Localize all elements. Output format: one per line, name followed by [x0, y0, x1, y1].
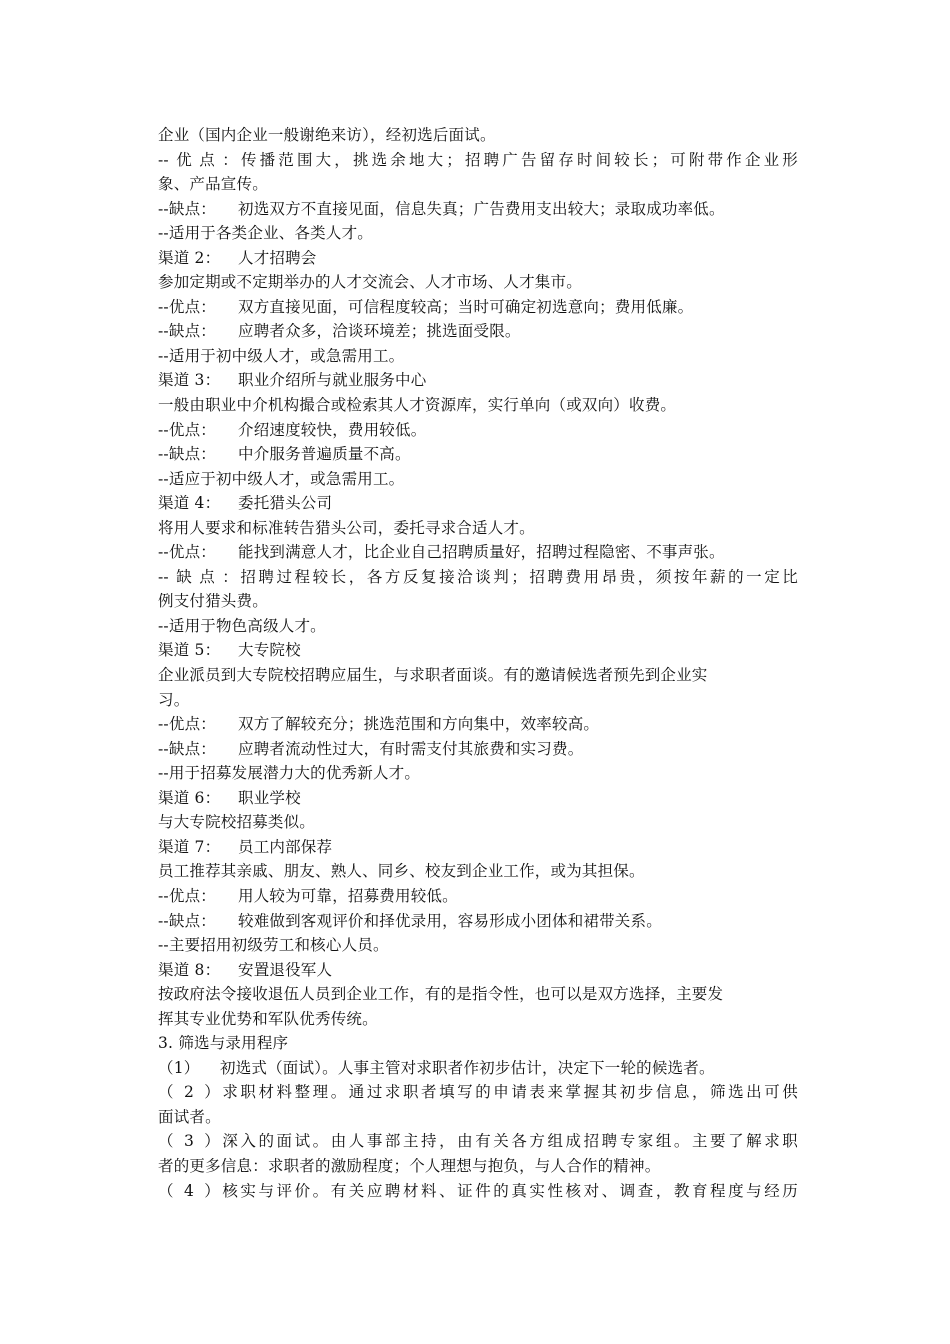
line-content: 人才招聘会 [238, 248, 317, 267]
text-line [158, 344, 798, 369]
line-text: --适用于初中级人才，或急需用工。 [158, 346, 405, 365]
line-label: --缺点： [158, 322, 216, 341]
text-line [158, 221, 798, 246]
line-label: 渠道 8： [158, 960, 221, 979]
line-content: 初选双方不直接见面，信息失真；广告费用支出较大；录取成功率低。 [238, 199, 725, 218]
line-text: 企业派员到大专院校招聘应届生，与求职者面谈。有的邀请候选者预先到企业实 [158, 666, 708, 685]
line-content: 双方直接见面，可信程度较高；当时可确定初选意向；费用低廉。 [238, 297, 694, 316]
text-line [158, 467, 798, 492]
text-line [158, 491, 798, 516]
text-line [158, 958, 798, 983]
text-line [158, 246, 798, 271]
line-text: 3. 筛选与录用程序 [158, 1034, 289, 1053]
line-content: 求职材料整理。通过求职者填写的申请表来掌握其初步信息，筛选出可供 [220, 1083, 798, 1102]
text-line [158, 638, 798, 663]
text-line [158, 884, 798, 909]
line-label: --优点： [158, 715, 216, 734]
line-content: 应聘者众多，洽谈环境差；挑选面受限。 [238, 322, 521, 341]
line-text: 挥其专业优势和军队优秀传统。 [158, 1009, 378, 1028]
text-line [158, 197, 798, 222]
line-text: 按政府法令接收退伍人员到企业工作，有的是指令性，也可以是双方选择，主要发 [158, 985, 724, 1004]
line-text: 将用人要求和标准转告猎头公司，委托寻求合适人才。 [158, 518, 535, 537]
text-line [158, 1105, 798, 1130]
line-label: （2） [158, 1083, 220, 1102]
line-label: --优点： [158, 297, 216, 316]
text-line [158, 1154, 798, 1179]
line-content: 招聘过程较长，各方反复接洽谈判；招聘费用昂贵，须按年薪的一定比 [238, 567, 798, 586]
line-label: --缺点： [158, 911, 216, 930]
line-label: （1） [158, 1058, 200, 1077]
line-text: 与大专院校招募类似。 [158, 813, 316, 832]
line-content: 安置退役军人 [238, 960, 333, 979]
text-line [158, 1056, 798, 1081]
text-line [158, 1179, 798, 1204]
text-line [158, 1080, 798, 1105]
text-line [158, 172, 798, 197]
line-text: 者的更多信息：求职者的激励程度；个人理想与抱负，与人合作的精神。 [158, 1156, 661, 1175]
line-label: --优点： [158, 886, 216, 905]
text-line [158, 589, 798, 614]
line-label: 渠道 5： [158, 641, 221, 660]
line-text: 象、产品宣传。 [158, 175, 268, 194]
text-line [158, 418, 798, 443]
line-content: 委托猎头公司 [238, 494, 333, 513]
document-page [158, 123, 798, 1203]
line-label: 渠道 4： [158, 494, 221, 513]
text-line [158, 859, 798, 884]
text-line [158, 270, 798, 295]
text-line [158, 123, 798, 148]
line-text: --适用于各类企业、各类人才。 [158, 224, 373, 243]
line-content: 职业介绍所与就业服务中心 [238, 371, 427, 390]
line-text: 员工推荐其亲戚、朋友、熟人、同乡、校友到企业工作，或为其担保。 [158, 862, 645, 881]
text-line [158, 319, 798, 344]
line-content: 双方了解较充分；挑选范围和方向集中，效率较高。 [238, 715, 600, 734]
text-line [158, 982, 798, 1007]
line-label: --缺点： [158, 739, 216, 758]
line-label: （3） [158, 1132, 220, 1151]
line-label: 渠道 2： [158, 248, 221, 267]
text-line [158, 148, 798, 173]
text-line [158, 295, 798, 320]
text-line [158, 810, 798, 835]
text-line [158, 737, 798, 762]
text-line [158, 761, 798, 786]
line-label: --缺点： [158, 199, 216, 218]
line-text: 例支付猎头费。 [158, 592, 268, 611]
line-label: --优点： [158, 543, 216, 562]
line-content: 传播范围大，挑选余地大；招聘广告留存时间较长；可附带作企业形 [238, 150, 798, 169]
line-content: 核实与评价。有关应聘材料、证件的真实性核对、调查，教育程度与经历 [220, 1181, 798, 1200]
line-content: 能找到满意人才，比企业自己招聘质量好，招聘过程隐密、不事声张。 [238, 543, 725, 562]
text-line [158, 1007, 798, 1032]
text-line [158, 614, 798, 639]
line-label: --优点： [158, 420, 216, 439]
text-line [158, 368, 798, 393]
line-content: 职业学校 [238, 788, 301, 807]
text-line [158, 393, 798, 418]
line-content: 初选式（面试）。人事主管对求职者作初步估计，决定下一轮的候选者。 [220, 1058, 715, 1077]
line-content: 用人较为可靠，招募费用较低。 [238, 886, 458, 905]
text-line [158, 516, 798, 541]
text-line [158, 909, 798, 934]
line-label: --缺点： [158, 567, 238, 586]
line-content: 大专院校 [238, 641, 301, 660]
line-label: --缺点： [158, 445, 216, 464]
line-label: 渠道 7： [158, 837, 221, 856]
text-line [158, 442, 798, 467]
line-content: 深入的面试。由人事部主持，由有关各方组成招聘专家组。主要了解求职 [220, 1132, 798, 1151]
line-text: --主要招用初级劳工和核心人员。 [158, 936, 389, 955]
text-line [158, 712, 798, 737]
line-content: 介绍速度较快，费用较低。 [238, 420, 427, 439]
line-content: 应聘者流动性过大，有时需支付其旅费和实习费。 [238, 739, 584, 758]
text-line [158, 565, 798, 590]
text-line [158, 835, 798, 860]
line-label: 渠道 6： [158, 788, 221, 807]
text-line [158, 933, 798, 958]
line-label: （4） [158, 1181, 220, 1200]
line-label: 渠道 3： [158, 371, 221, 390]
text-line [158, 1031, 798, 1056]
line-content: 员工内部保荐 [238, 837, 333, 856]
line-content: 较难做到客观评价和择优录用，容易形成小团体和裙带关系。 [238, 911, 662, 930]
text-line [158, 688, 798, 713]
text-line [158, 786, 798, 811]
line-text: 参加定期或不定期举办的人才交流会、人才市场、人才集市。 [158, 273, 582, 292]
text-line [158, 540, 798, 565]
line-text: --适应于初中级人才，或急需用工。 [158, 469, 405, 488]
line-text: 习。 [158, 690, 190, 709]
line-content: 中介服务普遍质量不高。 [238, 445, 411, 464]
line-text: 一般由职业中介机构撮合或检索其人才资源库，实行单向（或双向）收费。 [158, 396, 677, 415]
line-label: --优点： [158, 150, 238, 169]
line-text: --用于招募发展潜力大的优秀新人才。 [158, 764, 421, 783]
line-text: --适用于物色高级人才。 [158, 616, 326, 635]
line-text: 企业（国内企业一般谢绝来访），经初选后面试。 [158, 126, 496, 144]
text-line [158, 663, 798, 688]
line-text: 面试者。 [158, 1107, 221, 1126]
text-line [158, 1129, 798, 1154]
